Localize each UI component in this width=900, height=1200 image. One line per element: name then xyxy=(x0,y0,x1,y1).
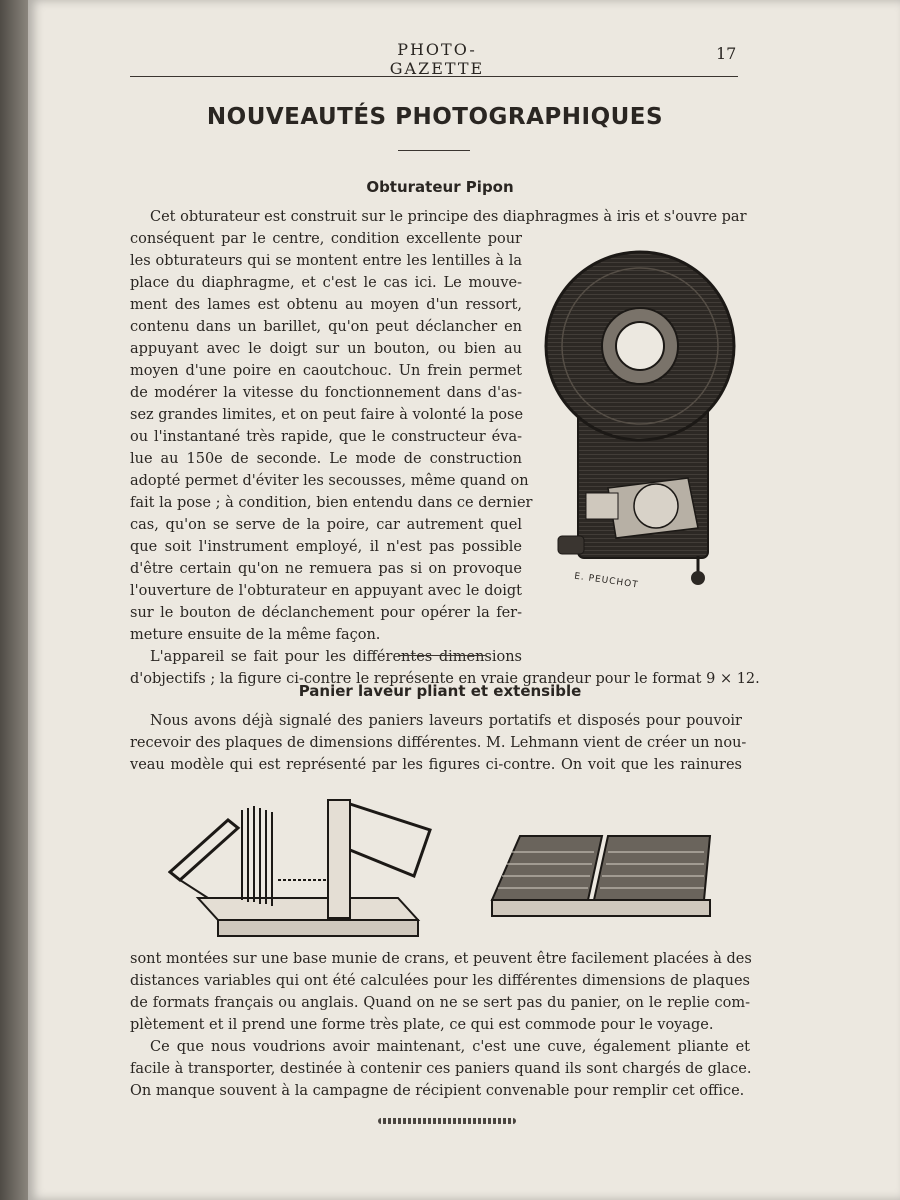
section1-line: moyen d'une poire en caoutchouc. Un frein permet xyxy=(130,363,522,379)
running-header-title: PHOTO-GAZETTE xyxy=(389,40,485,78)
section2-line: recevoir des plaques de dimensions différentes. M. Lehmann vient de créer un nou- xyxy=(130,735,747,751)
section2-title: Panier laveur pliant et extensible xyxy=(298,682,582,700)
section1-line: ou l'instantané très rapide, que le constructeur éva- xyxy=(130,429,522,445)
section1-line: de modérer la vitesse du fonctionnement dans d'as- xyxy=(130,385,522,401)
section1-line: place du diaphragme, et c'est le cas ici. Le mouve- xyxy=(130,275,522,291)
section1-line: appuyant avec le doigt sur un bouton, ou bien au xyxy=(130,341,522,357)
section1-line: l'ouverture de l'obturateur en appuyant avec le doigt xyxy=(130,583,522,599)
section1-title: Obturateur Pipon xyxy=(366,178,514,196)
section1-line: L'appareil se fait pour les différentes dimensions xyxy=(150,649,522,665)
section-divider-rule xyxy=(398,655,486,656)
section1-line: ment des lames est obtenu au moyen d'un ressort, xyxy=(130,297,522,313)
section2-line: sont montées sur une base munie de crans, et peuvent être facilement placées à des xyxy=(130,951,752,967)
section1-line: d'objectifs ; la figure ci-contre le représente en vraie grandeur pour le format 9 × 12. xyxy=(130,671,760,687)
section1-line: lue au 150e de seconde. Le mode de construction xyxy=(130,451,522,467)
ornamental-end-rule xyxy=(378,1118,516,1124)
section1-line: sur le bouton de déclanchement pour opérer la fer- xyxy=(130,605,522,621)
header-rule xyxy=(130,76,738,77)
section2-line: distances variables qui ont été calculées pour les différentes dimensions de plaques xyxy=(130,973,750,989)
section1-line: sez grandes limites, et on peut faire à volonté la pose xyxy=(130,407,524,423)
section2-line: plètement et il prend une forme très plate, ce qui est commode pour le voyage. xyxy=(130,1017,714,1033)
section2-line: facile à transporter, destinée à contenir ces paniers quand ils sont chargés de glace. xyxy=(130,1061,752,1077)
page-number: 17 xyxy=(716,44,737,63)
section2-line: veau modèle qui est représenté par les figures ci-contre. On voit que les rainures xyxy=(130,757,742,773)
title-rule xyxy=(398,150,470,151)
section1-line: Cet obturateur est construit sur le principe des diaphragmes à iris et s'ouvre par xyxy=(150,209,747,225)
section1-line: conséquent par le centre, condition excellente pour xyxy=(130,231,522,247)
section1-line: adopté permet d'éviter les secousses, même quand on xyxy=(130,473,529,489)
section1-line: d'être certain qu'on ne remuera pas si on provoque xyxy=(130,561,522,577)
section1-line: cas, qu'on se serve de la poire, car autrement quel xyxy=(130,517,522,533)
basket-unfolded-illustration xyxy=(168,790,440,942)
section1-line: meture ensuite de la même façon. xyxy=(130,627,381,643)
section2-line: On manque souvent à la campagne de récipient convenable pour remplir cet office. xyxy=(130,1083,745,1099)
section2-line: de formats français ou anglais. Quand on ne se sert pas du panier, on le replie com- xyxy=(130,995,750,1011)
engraver-signature: E. PEUCHOT xyxy=(573,571,640,591)
section1-line: les obturateurs qui se montent entre les lentilles à la xyxy=(130,253,522,269)
section1-line: contenu dans un barillet, qu'on peut déclancher en xyxy=(130,319,522,335)
shutter-illustration xyxy=(538,238,750,590)
basket-folded-illustration xyxy=(484,828,718,920)
book-binding-edge xyxy=(0,0,28,1200)
section2-line: Ce que nous voudrions avoir maintenant, c'est une cuve, également pliante et xyxy=(150,1039,750,1055)
section2-line: Nous avons déjà signalé des paniers laveurs portatifs et disposés pour pouvoir xyxy=(150,713,742,729)
section1-line: que soit l'instrument employé, il n'est pas possible xyxy=(130,539,522,555)
section1-line: fait la pose ; à condition, bien entendu dans ce dernier xyxy=(130,495,533,511)
main-title: NOUVEAUTÉS PHOTOGRAPHIQUES xyxy=(206,104,664,130)
